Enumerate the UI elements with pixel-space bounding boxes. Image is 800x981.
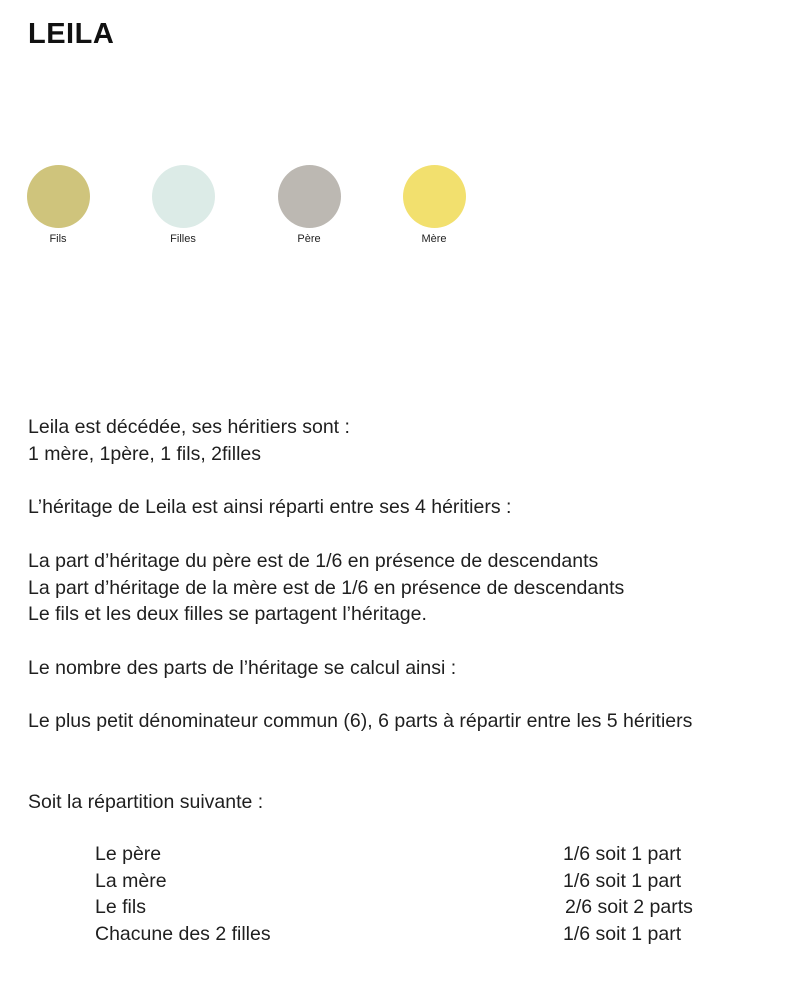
repartition-intro-line: L’héritage de Leila est ainsi réparti entre ses 4 héritiers : xyxy=(28,496,512,518)
fils-color-swatch xyxy=(27,165,90,228)
legend-item-pere xyxy=(264,165,354,245)
calcul-intro xyxy=(28,655,456,682)
mere-color-swatch xyxy=(403,165,466,228)
heir-name: La mère xyxy=(95,869,167,892)
share-distribution-table xyxy=(95,843,795,950)
repartition-intro xyxy=(28,494,511,521)
legend-item-mere xyxy=(389,165,479,245)
inheritance-rules xyxy=(28,548,624,628)
heir-share: 1/6 soit 1 part xyxy=(563,923,682,946)
rule-enfants: Le fils et les deux filles se partagent l’héritage. xyxy=(28,603,427,626)
filles-color-swatch xyxy=(152,165,215,228)
table-row xyxy=(95,843,795,870)
table-row xyxy=(95,870,795,897)
heir-name: Chacune des 2 filles xyxy=(95,923,271,946)
soit-line: Soit la répartition suivante : xyxy=(28,791,264,813)
heir-share: 2/6 soit 2 parts xyxy=(565,896,693,919)
calcul-intro-line: Le nombre des parts de l’héritage se calcul ainsi : xyxy=(28,657,457,679)
intro-line-1: Leila est décédée, ses héritiers sont : xyxy=(28,416,350,438)
denominateur-paragraph xyxy=(28,708,692,735)
heir-name: Le fils xyxy=(95,896,146,919)
table-row xyxy=(95,896,795,923)
intro-line-2: 1 mère, 1père, 1 fils, 2filles xyxy=(28,442,262,465)
heir-color-legend xyxy=(0,165,800,255)
legend-item-fils xyxy=(13,165,103,245)
heir-name: Le père xyxy=(95,843,162,865)
heirs-intro xyxy=(28,414,350,467)
page-title: LEILA xyxy=(28,18,115,50)
rule-mere: La part d’héritage de la mère est de 1/6 en présence de descendants xyxy=(28,576,625,599)
legend-label-fils: Fils xyxy=(49,233,67,245)
soit-intro xyxy=(28,789,263,816)
legend-label-mere: Mère xyxy=(421,233,447,245)
denominateur-line: Le plus petit dénominateur commun (6), 6 parts à répartir entre les 5 héritiers xyxy=(28,710,693,732)
rule-pere: La part d’héritage du père est de 1/6 en présence de descendants xyxy=(28,550,599,572)
legend-label-pere: Père xyxy=(297,233,321,245)
legend-label-filles: Filles xyxy=(170,233,196,245)
table-row xyxy=(95,923,795,950)
legend-item-filles xyxy=(138,165,228,245)
heir-share: 1/6 soit 1 part xyxy=(563,869,682,892)
heir-share: 1/6 soit 1 part xyxy=(563,843,682,865)
pere-color-swatch xyxy=(278,165,341,228)
